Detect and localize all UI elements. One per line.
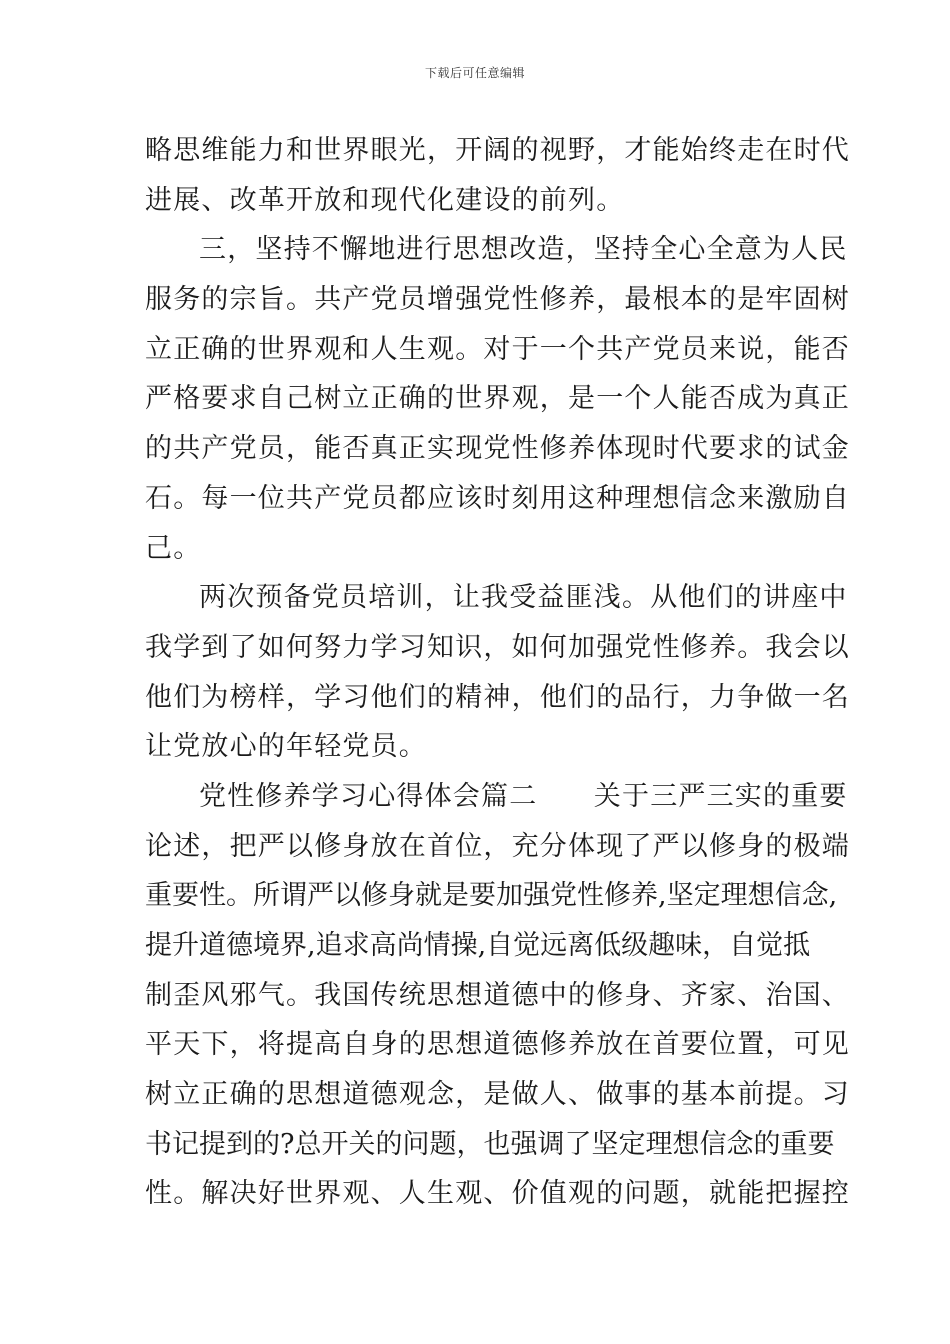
text-line: 严格要求自己树立正确的世界观，是一个人能否成为真正	[145, 383, 850, 415]
text-line: 己。	[145, 532, 202, 564]
text-line: 平天下，将提高自身的思想道德修养放在首要位置，可见	[145, 1029, 850, 1061]
text-line: 性。解决好世界观、人生观、价值观的问题，就能把握控	[145, 1178, 850, 1210]
text-line: 制歪风邪气。我国传统思想道德中的修身、齐家、治国、	[145, 979, 850, 1011]
document-body	[145, 126, 850, 1219]
text-line: 让党放心的年轻党员。	[145, 731, 427, 763]
text-line: 的共产党员，能否真正实现党性修养体现时代要求的试金	[145, 433, 850, 465]
text-line: 树立正确的思想道德观念，是做人、做事的基本前提。习	[145, 1079, 850, 1111]
text-line: 进展、改革开放和现代化建设的前列。	[145, 184, 625, 216]
text-line: 他们为榜样，学习他们的精神，他们的品行，力争做一名	[145, 681, 850, 713]
text-line: 石。每一位共产党员都应该时刻用这种理想信念来激励自	[145, 482, 850, 514]
text-line: 我学到了如何努力学习知识，如何加强党性修养。我会以	[145, 631, 850, 663]
text-line: 重要性。所谓严以修身就是要加强党性修养,坚定理想信念,	[145, 880, 838, 912]
text-line: 书记提到的?总开关的问题，也强调了坚定理想信念的重要	[145, 1128, 835, 1160]
paragraph-start-line: 三，坚持不懈地进行思想改造，坚持全心全意为人民	[199, 234, 848, 266]
page-header: 下载后可任意编辑	[424, 66, 525, 80]
text-line: 立正确的世界观和人生观。对于一个共产党员来说，能否	[145, 333, 850, 365]
text-line: 提升道德境界,追求高尚情操,自觉远离低级趣味，自觉抵	[145, 930, 811, 961]
text-line: 略思维能力和世界眼光，开阔的视野，才能始终走在时代	[145, 135, 850, 166]
paragraph-start-line: 党性修养学习心得体会篇二 关于三严三实的重要	[199, 780, 848, 812]
text-line: 服务的宗旨。共产党员增强党性修养，最根本的是牢固树	[145, 284, 850, 316]
paragraph-start-line: 两次预备党员培训，让我受益匪浅。从他们的讲座中	[199, 582, 848, 614]
text-line: 论述，把严以修身放在首位，充分体现了严以修身的极端	[145, 830, 850, 862]
